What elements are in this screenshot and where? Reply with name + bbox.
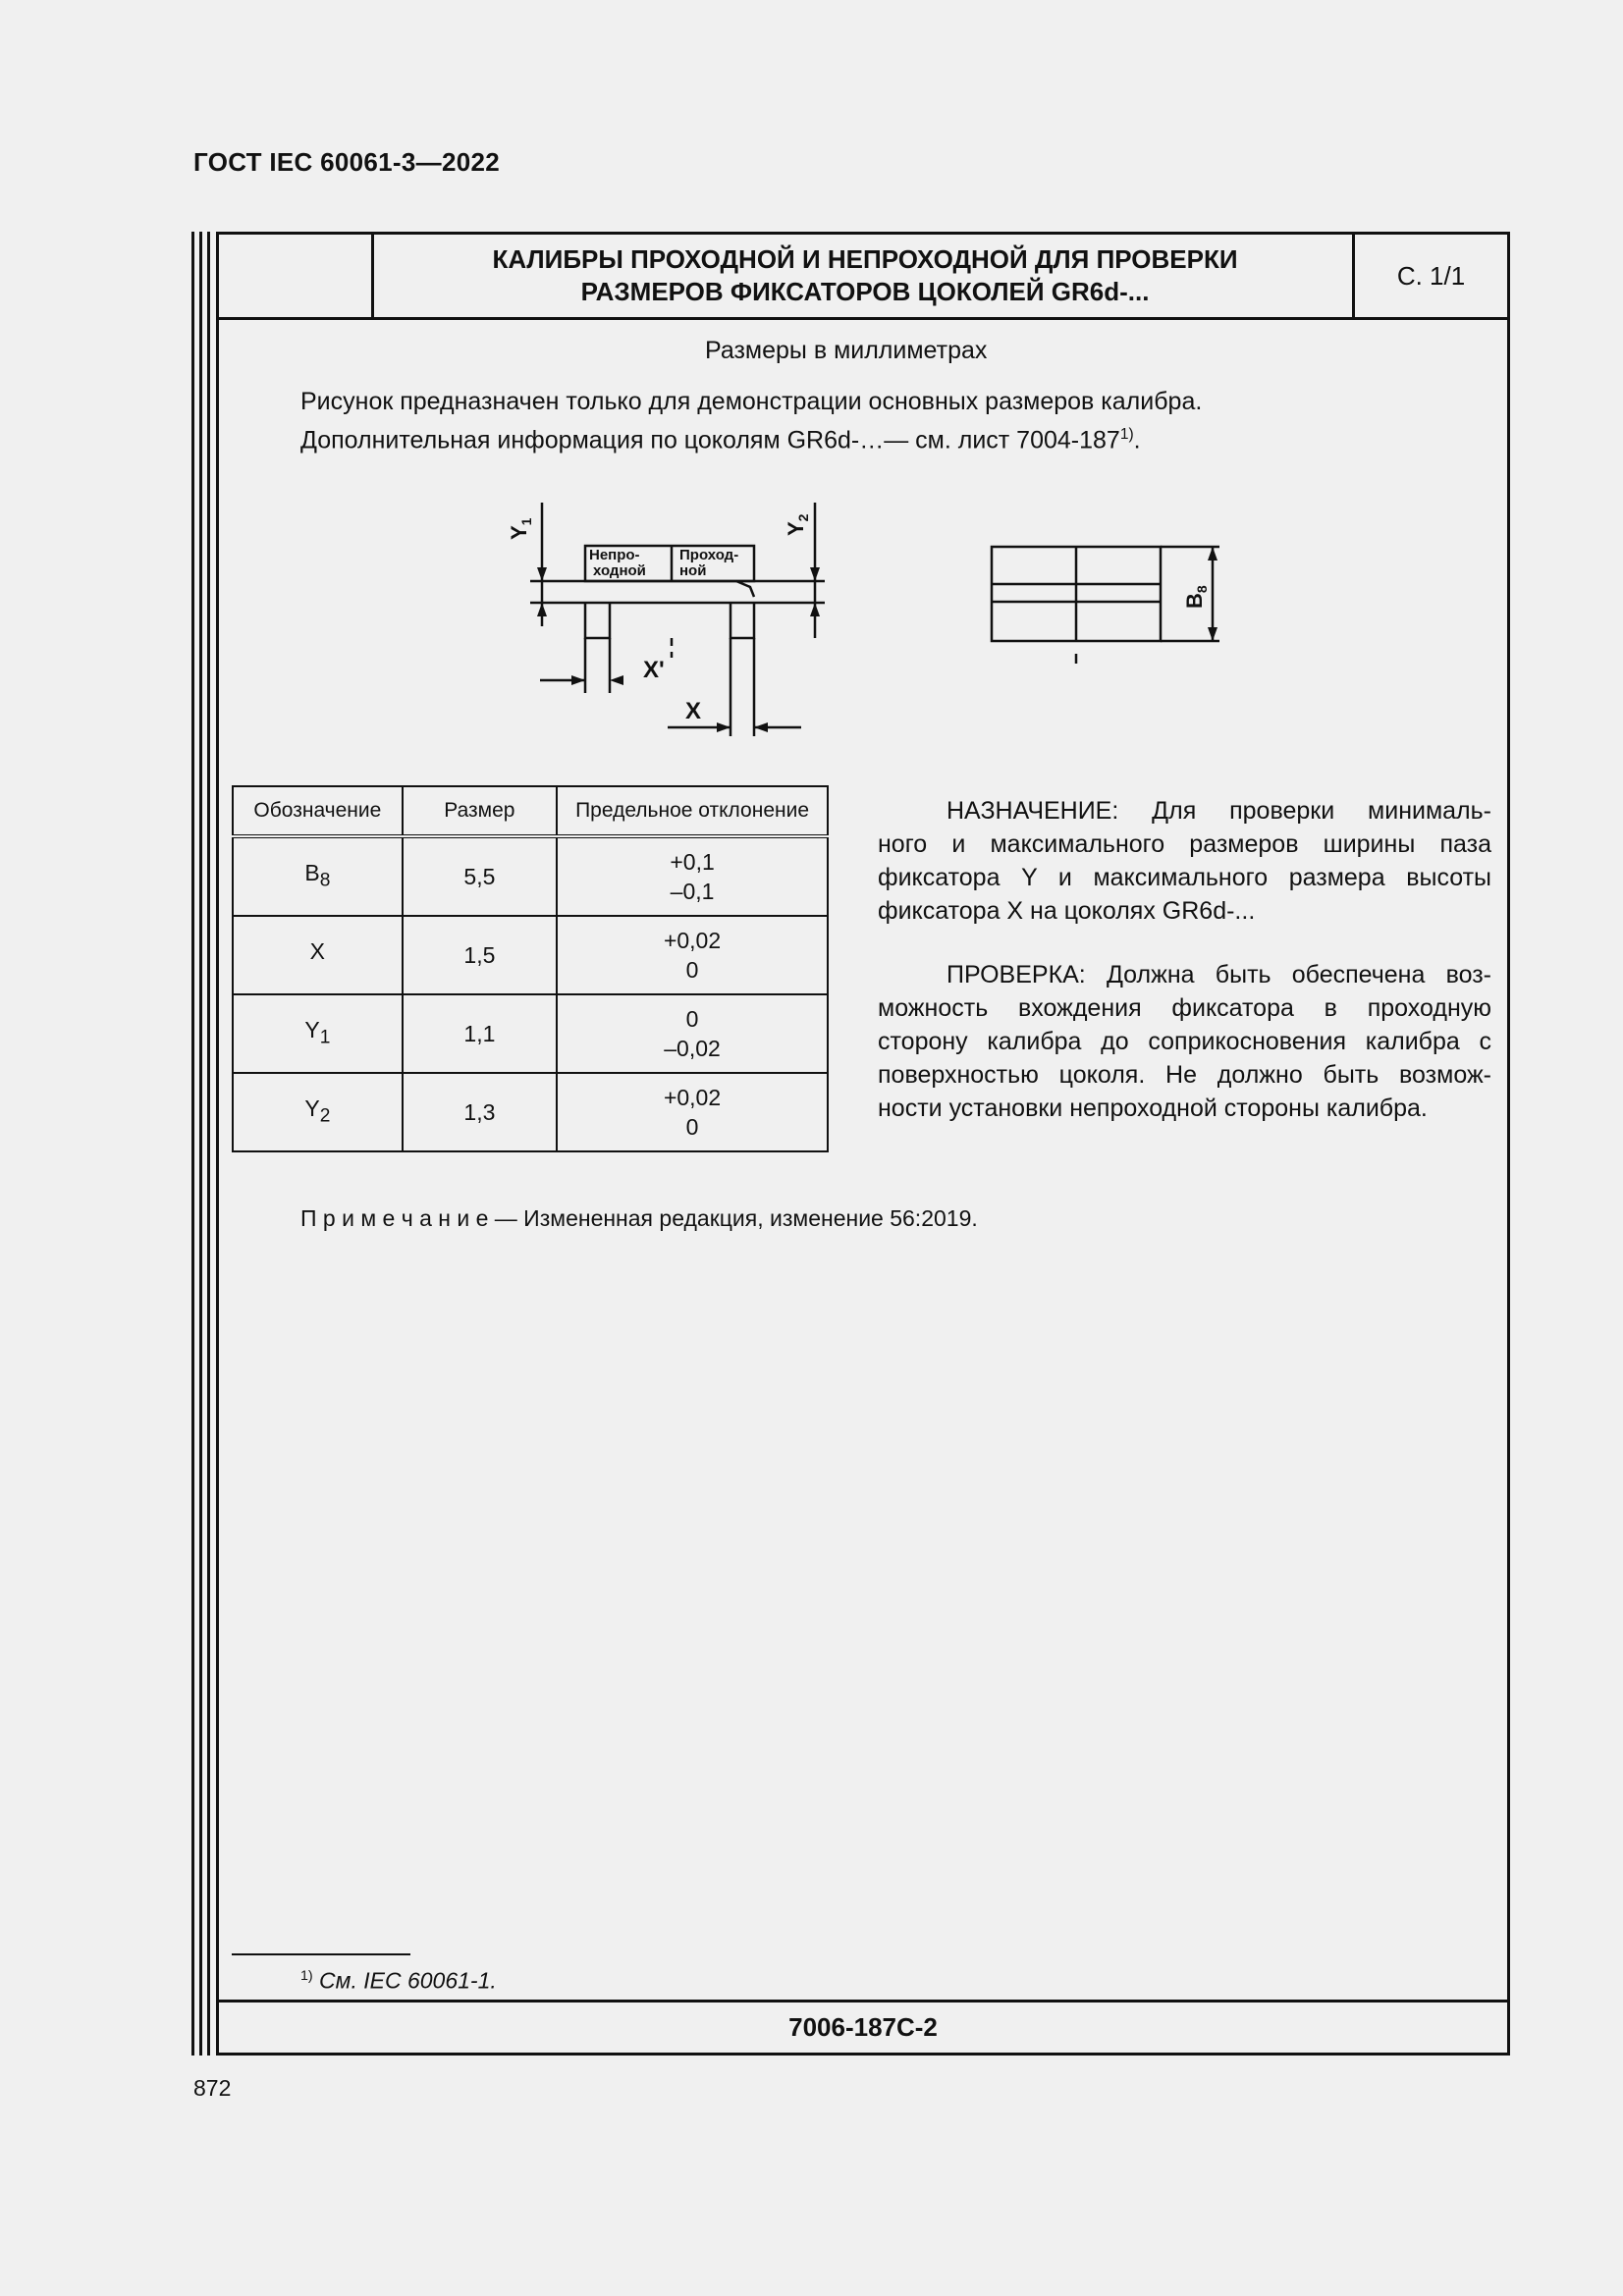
size-cell: 5,5 [403, 836, 557, 916]
purpose-line: фиксатора X на цоколях GR6d-... [878, 897, 1256, 925]
header-size: Размер [403, 786, 557, 836]
dim-b8-label: $B_8$ [1182, 585, 1210, 609]
deviation-cell: +0,02 0 [557, 916, 828, 994]
footnote [300, 1959, 497, 1998]
note [300, 1201, 978, 1235]
purpose-line: фиксатора Y и максимального размера высоты [878, 864, 1491, 891]
purpose-line: НАЗНАЧЕНИЕ: Для проверки минималь- [947, 797, 1491, 825]
table-row [233, 994, 828, 1073]
title-block [219, 235, 1507, 320]
check-line: сторону калибра до соприкосновения калибра с [878, 1028, 1491, 1055]
gauge-side-view-figure [491, 491, 844, 756]
y2-arrow-top [810, 567, 820, 581]
deviation-cell: +0,1 –0,1 [557, 836, 828, 916]
table-header-row [233, 786, 828, 836]
fixator-edge [736, 581, 754, 597]
dim-y2-label: $Y_2$ [784, 513, 811, 536]
intro-line2-end: . [1133, 426, 1141, 454]
footnote-mark: 1) [300, 1968, 313, 1984]
designation-cell: $Y_1$ [233, 994, 403, 1073]
units-note: Размеры в миллиметрах [705, 337, 988, 364]
check-line: можность вхождения фиксатора в проходную [878, 994, 1491, 1022]
document-header: ГОСТ IEC 60061-3—2022 [193, 147, 500, 177]
margin-line [207, 232, 210, 2056]
designation-cell: $B_8$ [233, 836, 403, 916]
y1-arrow-bottom [537, 603, 547, 616]
note-label: П р и м е ч а н и е [300, 1205, 489, 1231]
sheet-title-line1: КАЛИБРЫ ПРОХОДНОЙ И НЕПРОХОДНОЙ ДЛЯ ПРОВЕРКИ [492, 244, 1238, 274]
page-number: 872 [193, 2075, 232, 2101]
note-text: — Измененная редакция, изменение 56:2019. [488, 1205, 978, 1231]
sheet-page-ref: С. 1/1 [1352, 235, 1507, 317]
purpose-line: ного и максимального размеров ширины паза [878, 830, 1491, 858]
gauge-end-view-figure [982, 530, 1237, 677]
dim-x-label: X [685, 698, 702, 724]
dim-y1-label: $Y_1$ [507, 517, 534, 540]
check-line: поверхностью цоколя. Не должно быть возмож- [878, 1061, 1491, 1089]
x-prime-arrow [610, 675, 623, 685]
footnote-separator [232, 1953, 410, 1955]
intro-footnote-ref: 1) [1119, 426, 1134, 443]
sheet-title [374, 235, 1356, 317]
deviation-cell: +0,02 0 [557, 1073, 828, 1151]
purpose-paragraph [878, 794, 1491, 928]
go-jaw [730, 603, 754, 638]
table-row [233, 836, 828, 916]
x-arrow [754, 722, 768, 732]
b8-arrow-bottom [1208, 627, 1217, 641]
go-label: ной [679, 562, 707, 579]
header-designation: Обозначение [233, 786, 403, 836]
x-arrow [717, 722, 730, 732]
check-paragraph [878, 958, 1491, 1125]
no-go-label: Непро- [589, 547, 640, 563]
sheet-code: 7006-187С-2 [788, 2012, 938, 2042]
size-cell: 1,3 [403, 1073, 557, 1151]
designation-cell: $Y_2$ [233, 1073, 403, 1151]
dimension-table [232, 785, 829, 1152]
dim-x-prime-label: X' [643, 657, 665, 683]
y2-arrow-bottom [810, 603, 820, 616]
designation-cell: X [233, 916, 403, 994]
go-label: Проход- [679, 547, 739, 563]
b8-arrow-top [1208, 547, 1217, 561]
margin-line [199, 232, 202, 2056]
intro-line2 [300, 418, 1141, 456]
margin-line [191, 232, 194, 2056]
x-prime-arrow [571, 675, 585, 685]
title-left-cell [219, 235, 374, 317]
sheet-title-line2: РАЗМЕРОВ ФИКСАТОРОВ ЦОКОЛЕЙ GR6d-... [580, 277, 1150, 306]
size-cell: 1,1 [403, 994, 557, 1073]
y1-arrow-top [537, 567, 547, 581]
deviation-cell: 0 –0,02 [557, 994, 828, 1073]
intro-line2-text: Дополнительная информация по цоколям GR6d-…— см. лист 7004-187 [300, 426, 1120, 454]
footnote-text: См. IEC 60061-1. [312, 1967, 497, 1994]
check-line: ности установки непроходной стороны калибра. [878, 1095, 1428, 1122]
check-line: ПРОВЕРКА: Должна быть обеспечена воз- [947, 961, 1491, 988]
intro-line1: Рисунок предназначен только для демонстрации основных размеров калибра. [300, 388, 1203, 415]
table-row [233, 1073, 828, 1151]
size-cell: 1,5 [403, 916, 557, 994]
no-go-jaw [585, 603, 610, 638]
header-deviation: Предельное отклонение [557, 786, 828, 836]
no-go-label: ходной [593, 562, 646, 579]
table-row [233, 916, 828, 994]
